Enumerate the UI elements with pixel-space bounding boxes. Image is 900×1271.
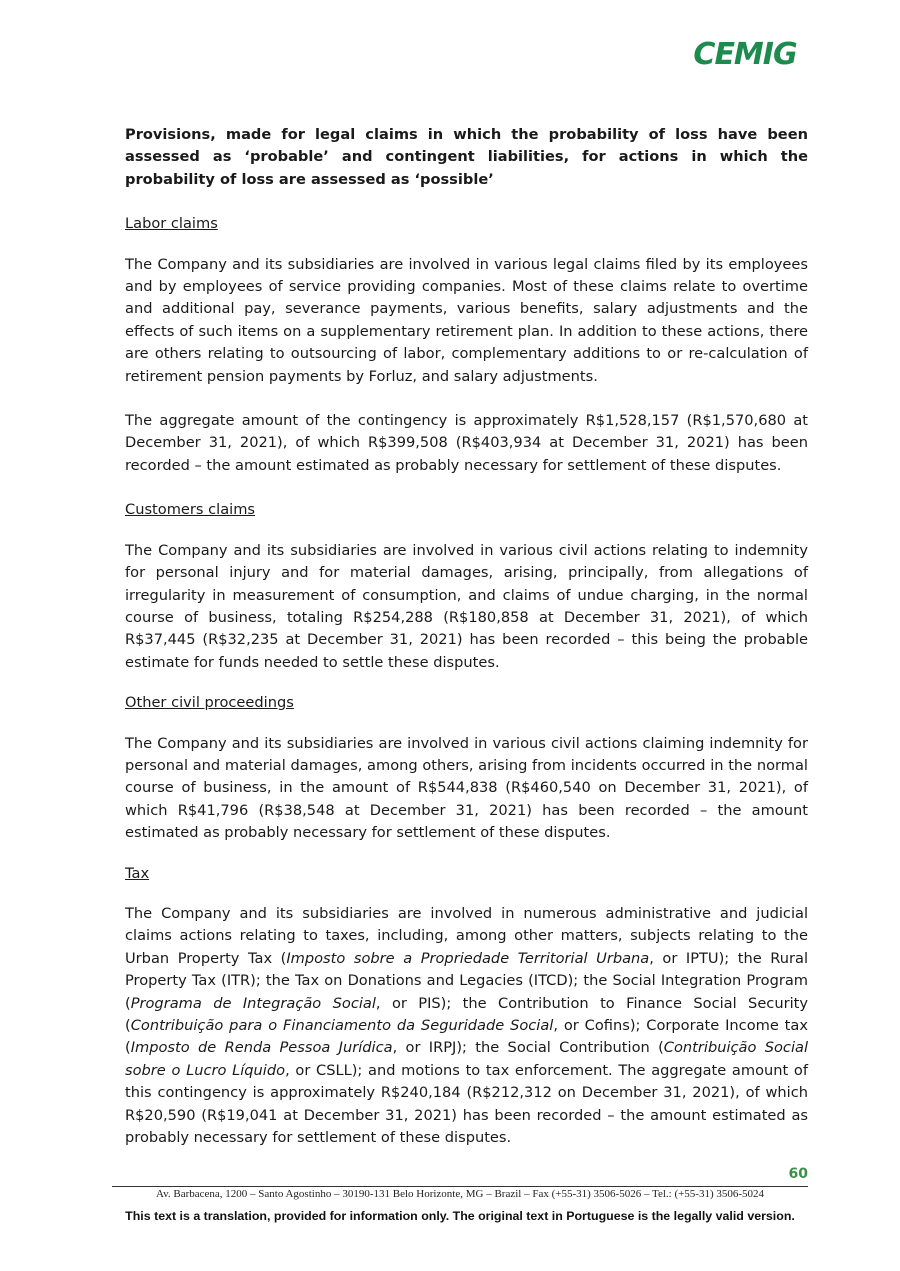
translation-disclaimer: This text is a translation, provided for information only. The original text in Portuguese is the legally valid version. — [125, 1209, 795, 1223]
customers-paragraph: The Company and its subsidiaries are involved in various civil actions relating to indemnity for personal injury and for material damages, arising, principally, from allegations of irregularity in measurement of consumption, and claims of undue charging, in the normal course of business, totaling R$254,288 (R$180,858 at December 31, 2021), of which R$37,445 (R$32,235 at December 31, 2021) has been recorded – this being the probable estimate for funds needed to settle these disputes. — [125, 541, 808, 671]
section-title-civil: Other civil proceedings — [125, 694, 294, 712]
labor-paragraph-2: The aggregate amount of the contingency is approximately R$1,528,157 (R$1,570,680 at December 31, 2021), of which R$399,508 (R$403,934 at December 31, 2021) has been recorded – the amount estimated as probably necessary for settlement of these disputes. — [125, 412, 808, 474]
footer-address: Av. Barbacena, 1200 – Santo Agostinho – 30190-131 Belo Horizonte, MG – Brazil – Fax (+55-31) 3506-5026 – Tel.: (+55-31) 3506-5024 — [155, 1188, 765, 1200]
labor-paragraph-1: The Company and its subsidiaries are involved in various legal claims filed by its employees and by employees of service providing companies. Most of these claims relate to overtime and additional pay, severance payments, various benefits, salary adjustments and the effects of such items on a supplementary retirement plan. In addition to these actions, there are others relating to outsourcing of labor, complementary additions to or re-calculation of retirement pension payments by Forluz, and salary adjustments. — [125, 255, 808, 385]
section-title-tax: Tax — [125, 864, 150, 882]
page-heading: Provisions, made for legal claims in which the probability of loss have been assessed as ‘probable’ and contingent liabilities, for actions in which the probability of loss are assessed as ‘possible’ — [125, 126, 808, 188]
document-body — [125, 124, 808, 1149]
tax-paragraph: The Company and its subsidiaries are involved in numerous administrative and judicial claims actions relating to taxes, including, among other matters, subjects relating to the Urban Property Tax (Imposto sobre a Propriedade Territorial Urbana, or IPTU); the Rural Property Tax (ITR); the Tax on Donations and Legacies (ITCD); the Social Integration Program (Programa de Integração Social, or PIS); the Contribution to Finance Social Security (Contribuição para o Financiamento da Seguridade Social, or Cofins); Corporate Income tax (Imposto de Renda Pessoa Jurídica, or IRPJ); the Social Contribution (Contribuição Social sobre o Lucro Líquido, or CSLL); and motions to tax enforcement. The aggregate amount of this contingency is approximately R$240,184 (R$212,312 on December 31, 2021), of which R$20,590 (R$19,041 at December 31, 2021) has been recorded – the amount estimated as probably necessary for settlement of these disputes. — [125, 904, 809, 1147]
civil-paragraph: The Company and its subsidiaries are involved in various civil actions claiming indemnity for personal and material damages, among others, arising from incidents occurred in the normal course of business, in the amount of R$544,838 (R$460,540 on December 31, 2021), of which R$41,796 (R$38,548 at December 31, 2021) has been recorded – the amount estimated as probably necessary for settlement of these disputes. — [125, 734, 808, 842]
cemig-logo — [684, 34, 806, 72]
section-title-labor: Labor claims — [125, 215, 218, 233]
section-title-customers: Customers claims — [125, 501, 256, 519]
page-number: 60 — [788, 1166, 808, 1182]
logo-text: CEMIG — [693, 37, 797, 72]
footer-divider — [112, 1186, 808, 1187]
